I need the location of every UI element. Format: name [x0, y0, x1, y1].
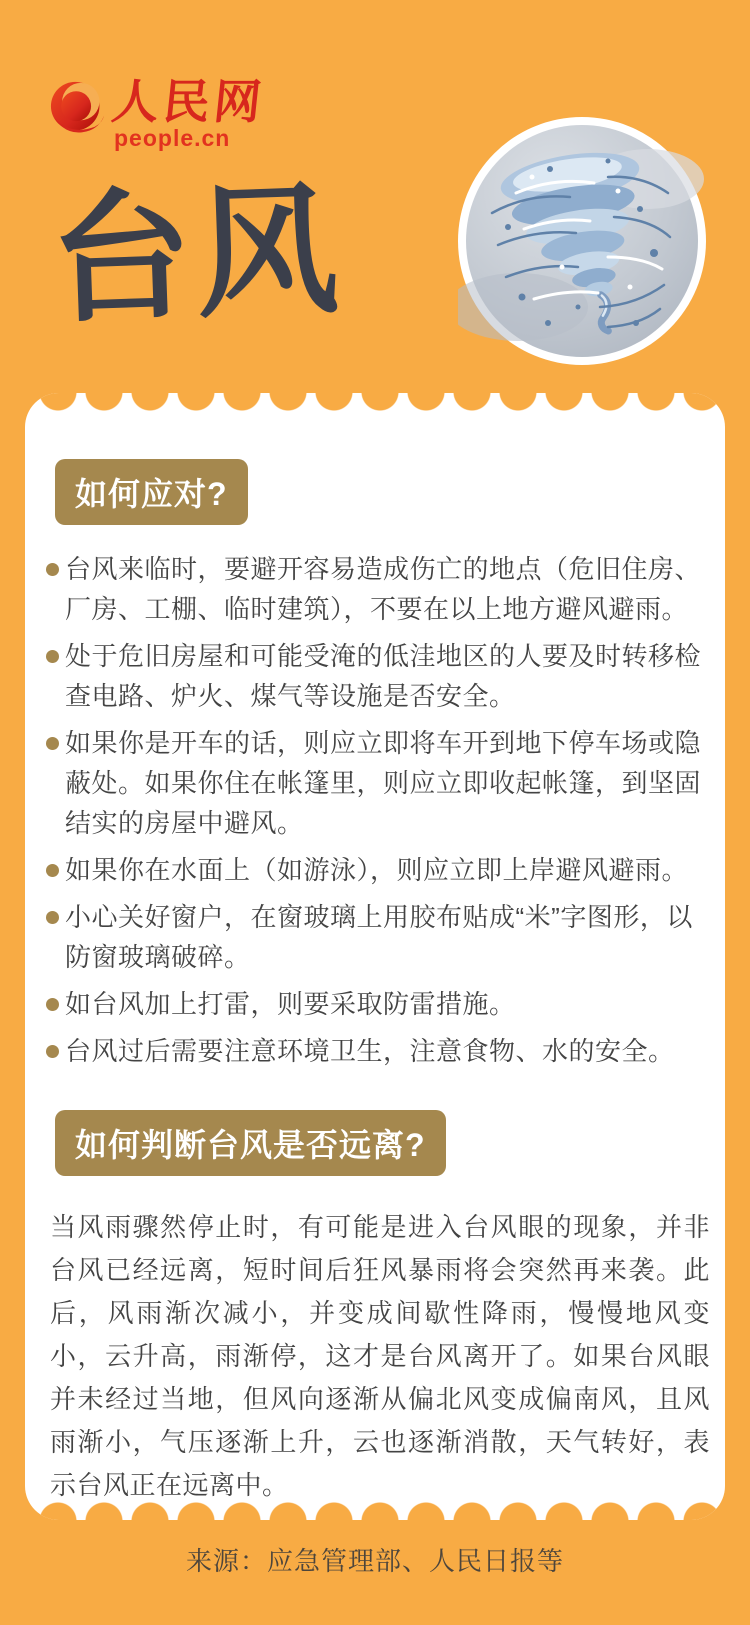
bullet-dot-icon: [46, 563, 59, 576]
list-item: [46, 1031, 707, 1071]
tornado-icon: [458, 117, 706, 365]
bullet-text: 如果你在水面上（如游泳），则应立即上岸避风避雨。: [65, 855, 689, 885]
bullet-text: 处于危旧房屋和可能受淹的低洼地区的人要及时转移检查电路、炉火、煤气等设施是否安全。: [65, 641, 702, 711]
content-card: [25, 393, 725, 1520]
judge-paragraph: 当风雨骤然停止时，有可能是进入台风眼的现象，并非台风已经远离，短时间后狂风暴雨将会突然再来袭。此后，风雨渐次减小，并变成间歇性降雨，慢慢地风变小，云升高，雨渐停，这才是台风离开了。如果台风眼并未经过当地，但风向逐渐从偏北风变成偏南风，且风雨渐小，气压逐渐上升，云也逐渐消散，天气转好，表示台风正在远离中。: [50, 1212, 710, 1500]
bullet-dot-icon: [46, 1045, 59, 1058]
logo-chinese-name: 人民网: [109, 75, 268, 128]
card-content: [25, 393, 725, 1507]
list-item: [46, 549, 707, 629]
list-item: [46, 723, 707, 843]
bullet-text: 如果你是开车的话，则应立即将车开到地下停车场或隐蔽处。如果你住在帐篷里，则应立即收起帐篷，到坚固结实的房屋中避风。: [65, 728, 702, 838]
list-item: [46, 636, 707, 716]
respond-bullet-list: [46, 549, 707, 1071]
bullet-text: 台风来临时，要避开容易造成伤亡的地点（危旧住房、厂房、工棚、临时建筑），不要在以上地方避风避雨。: [65, 554, 702, 624]
logo-text: [109, 75, 268, 151]
list-item: [46, 897, 707, 977]
bullet-text: 台风过后需要注意环境卫生，注意食物、水的安全。: [65, 1036, 675, 1066]
people-cn-globe-icon: [50, 78, 106, 140]
tornado-illustration: [458, 117, 706, 365]
bullet-text: 如台风加上打雷，则要采取防雷措施。: [65, 989, 516, 1019]
page-title: 台风: [47, 170, 345, 341]
people-cn-logo: [50, 75, 268, 151]
bullet-dot-icon: [46, 911, 59, 924]
bullet-dot-icon: [46, 737, 59, 750]
source-credit: 来源：应急管理部、人民日报等: [185, 1546, 564, 1576]
bullet-dot-icon: [46, 998, 59, 1011]
scallop-edge-top: [25, 393, 725, 413]
logo-domain-name: people.cn: [114, 125, 231, 151]
section-badge-how-to-respond: 如何应对?: [55, 459, 248, 525]
list-item: [46, 850, 707, 890]
bullet-text: 小心关好窗户，在窗玻璃上用胶布贴成“米”字图形，以防窗玻璃破碎。: [65, 902, 693, 972]
bullet-dot-icon: [46, 650, 59, 663]
section-badge-judge-distance: 如何判断台风是否远离?: [55, 1110, 446, 1176]
bullet-dot-icon: [46, 864, 59, 877]
list-item: [46, 984, 707, 1024]
scallop-edge-bottom: [25, 1500, 725, 1520]
